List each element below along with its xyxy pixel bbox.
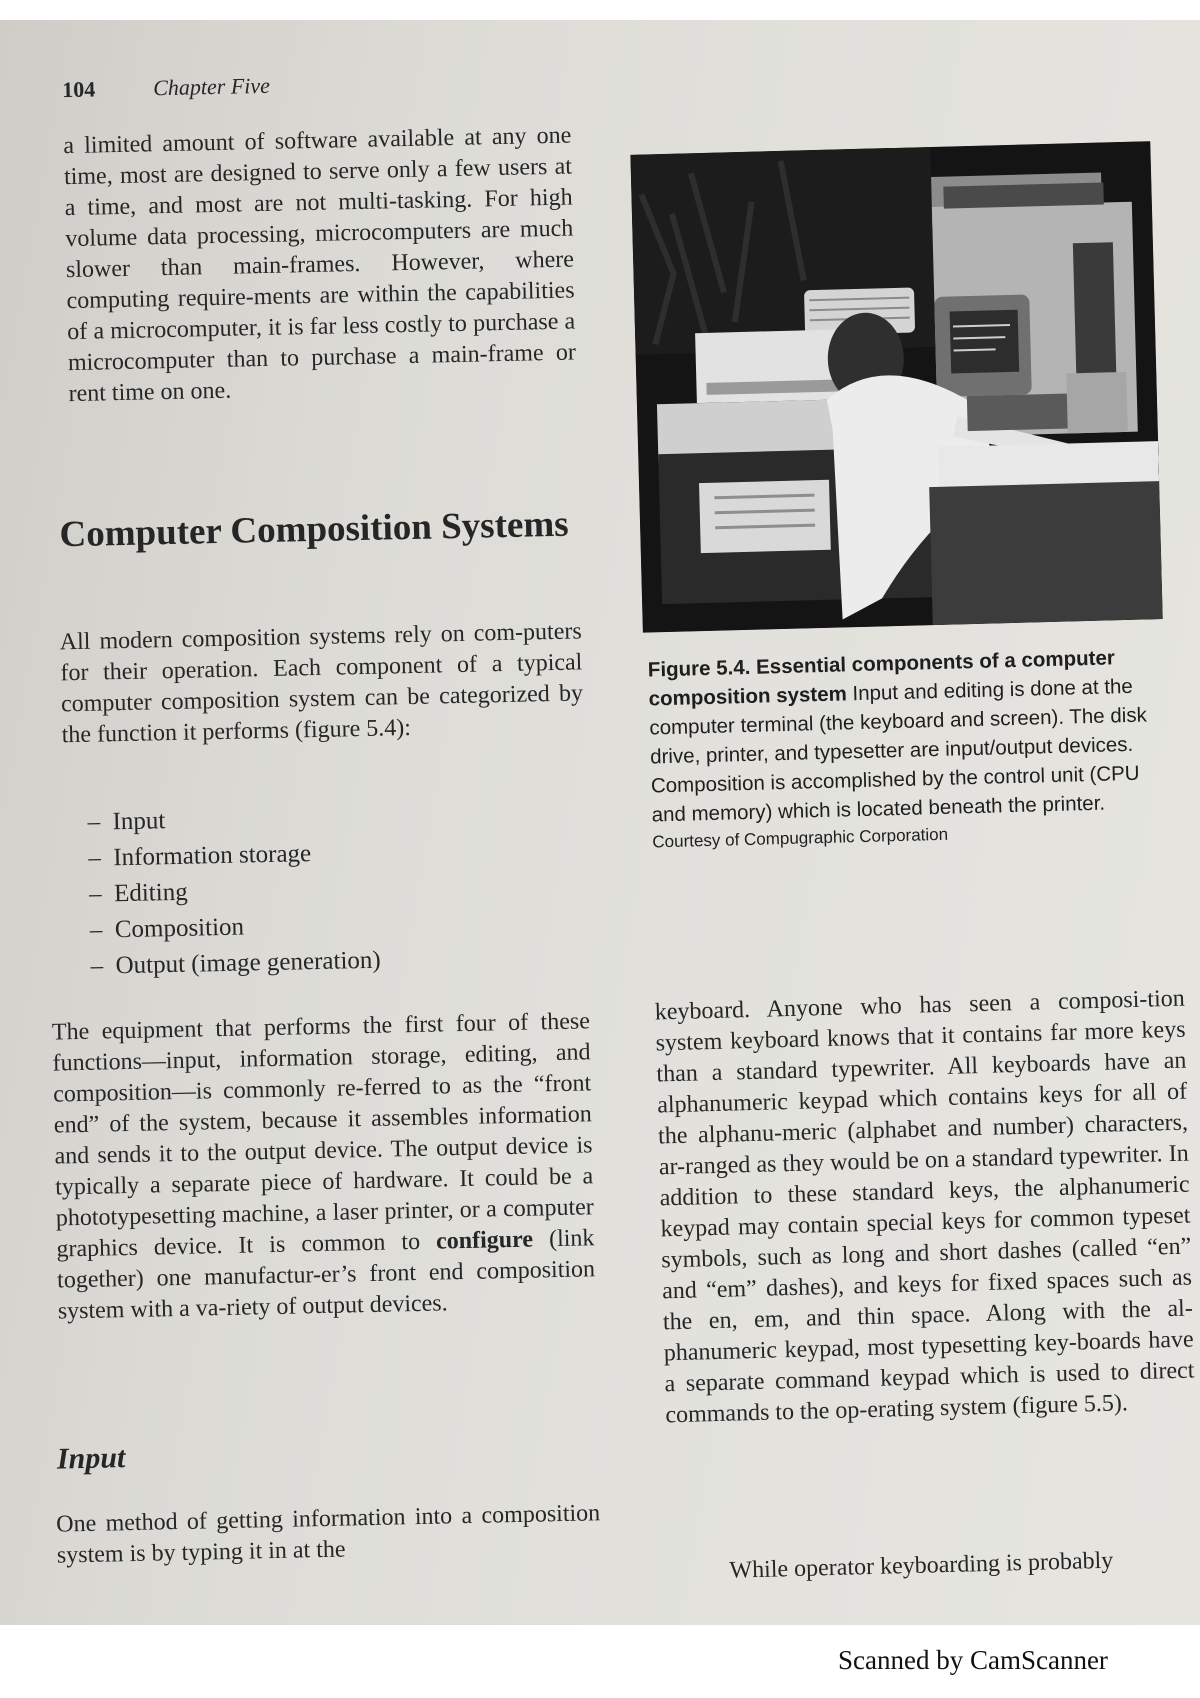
front-end-paragraph — [52, 1006, 596, 1327]
scanner-watermark: Scanned by CamScanner — [838, 1645, 1108, 1675]
page-header — [62, 73, 270, 103]
figure-credit: Courtesy of Compugraphic Corporation — [652, 824, 949, 852]
computer-system-photo-image — [630, 141, 1162, 632]
continuation-line: While operator keyboarding is probably — [729, 1547, 1114, 1584]
figure-caption-text: Input and editing is done at the computer terminal (the keyboard and screen). The disk drive, printer, and typesetter are input/output devices. Composition is accomplished by the control unit (CPU and memory) which is located beneath the printer. — [649, 674, 1148, 827]
input-subheading: Input — [56, 1441, 126, 1476]
figure-caption — [648, 642, 1181, 856]
keyboard-paragraph: keyboard. Anyone who has seen a composi-tion system keyboard knows that it contains far more keys than a standard typewriter. All keyboards have an alphanumeric keypad which contains keys for all of the alphanu-meric (alphabet and number) characters, ar-ranged as they would be on a standard typewriter. In addition to these standard keys, the alphanumeric keypad may contain special keys for common typeset symbols, such as long and short dashes (called “en” and “em” dashes), and keys for fixed spaces such as the en, em, and thin space. Along with the al-phanumeric keypad, most typesetting key-boards have a separate command keypad which is used to direct commands to the op-erating system (figure 5.5). — [654, 985, 1195, 1429]
list-item: – Composition — [89, 907, 380, 949]
figure-label: Figure 5.4. — [647, 655, 751, 682]
list-item: – Output (image generation) — [90, 943, 381, 985]
page-number: 104 — [61, 76, 96, 103]
chapter-title: Chapter Five — [152, 72, 271, 101]
right-column — [624, 126, 1195, 1584]
front-end-text-end: (link together) one manufactur-er’s front end composition system with a va-riety of output devices. — [56, 1225, 596, 1325]
section-heading: Computer Composition Systems — [59, 503, 569, 556]
input-paragraph: One method of getting information into a composition system is by typing it in at the — [55, 1500, 601, 1569]
left-column — [22, 69, 601, 1569]
function-list — [87, 799, 381, 985]
scanned-page — [0, 20, 1200, 1625]
list-item: – Editing — [89, 871, 380, 913]
section-paragraph: All modern composition systems rely on com-puters for their operation. Each component of a typical computer composition system can be categorized by the function it performs (figure 5.4): — [59, 618, 584, 749]
intro-paragraph: a limited amount of software available at any one time, most are designed to serve only a few users at a time, and most are not multi-tasking. For high volume data processing, microcomputers are much slower than main-frames. However, where computing require-ments are within the capabilities of a microcomputer, it is far less costly to purchase a microcomputer than to purchase a main-frame or rent time on one. — [63, 122, 577, 408]
front-end-text-start: The equipment that performs the first four of these functions—input, information storage, editing, and composition—is commonly re-ferred to as the “front end” of the system, because it assembles information and sends it to the output device. The output device is typically a separate piece of hardware. It could be a phototypesetting machine, a laser printer, or a computer graphics device. It is common to — [51, 1008, 595, 1263]
list-item: – Input — [87, 799, 378, 841]
list-item: – Information storage — [88, 835, 379, 877]
configure-term: configure — [435, 1226, 534, 1255]
figure-title: Essential components of a computer composition system — [648, 646, 1116, 711]
figure-photo — [630, 141, 1162, 632]
